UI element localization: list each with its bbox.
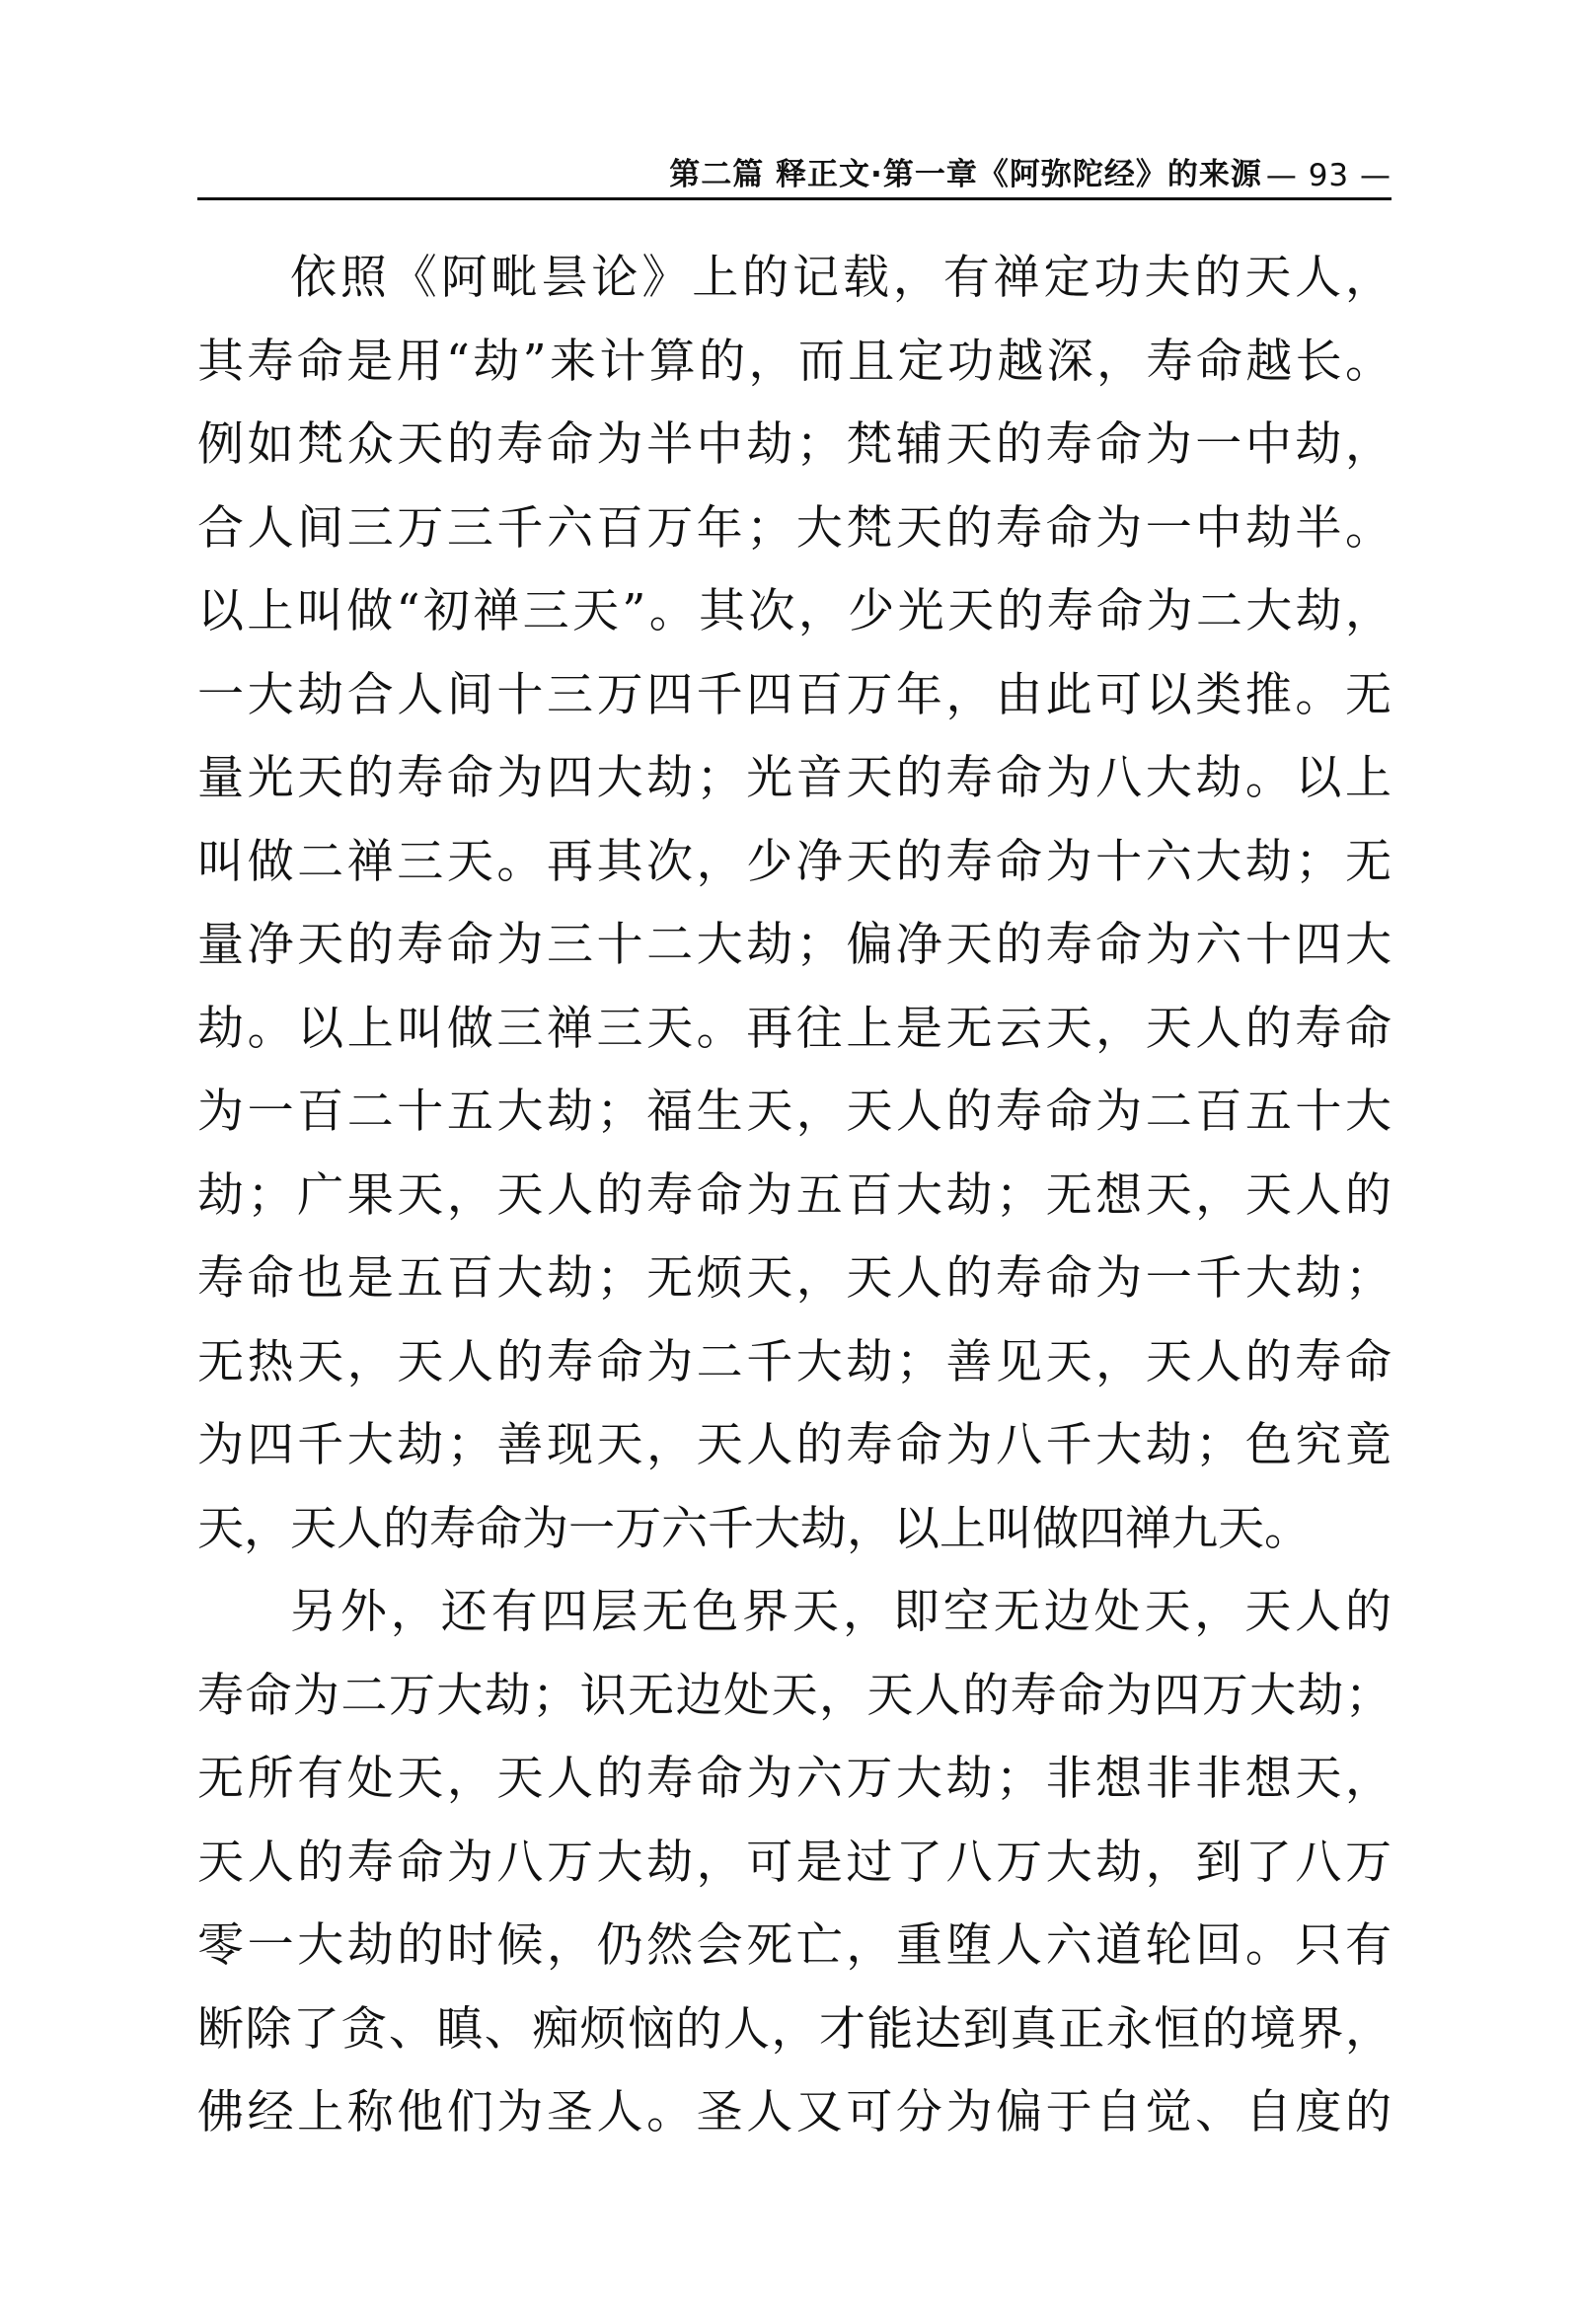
header-rule bbox=[197, 197, 1391, 200]
text-line: 天人的寿命为八万大劫，可是过了八万大劫，到了八万 bbox=[197, 1835, 1391, 1890]
text-line: 为一百二十五大劫；福生天，天人的寿命为二百五十大 bbox=[197, 1085, 1391, 1139]
paragraph-2 bbox=[197, 1571, 1391, 2155]
text-line: 寿命也是五百大劫；无烦天，天人的寿命为一千大劫； bbox=[197, 1251, 1391, 1306]
text-line: 天，天人的寿命为一万六千大劫，以上叫做四禅九天。 bbox=[197, 1501, 1311, 1556]
text-line: 合人间三万三千六百万年；大梵天的寿命为一中劫半。 bbox=[197, 500, 1391, 556]
text-line: 劫。以上叫做三禅三天。再往上是无云天，天人的寿命 bbox=[197, 1001, 1391, 1056]
text-line: 无所有处天，天人的寿命为六万大劫；非想非非想天， bbox=[197, 1752, 1391, 1806]
text-line: 叫做二禅三天。再其次，少净天的寿命为十六大劫；无 bbox=[197, 834, 1391, 889]
text-line: 其寿命是用“劫”来计算的，而且定功越深，寿命越长。 bbox=[197, 334, 1391, 389]
text-line: 寿命为二万大劫；识无边处天，天人的寿命为四万大劫； bbox=[197, 1668, 1391, 1723]
text-line: 零一大劫的时候，仍然会死亡，重堕人六道轮回。只有 bbox=[197, 1918, 1391, 1973]
paragraph-1 bbox=[197, 237, 1391, 1571]
text-line: 一大劫合人间十三万四千四百万年，由此可以类推。无 bbox=[197, 667, 1391, 722]
text-line: 佛经上称他们为圣人。圣人又可分为偏于自觉、自度的 bbox=[197, 2085, 1391, 2139]
text-line: 例如梵众天的寿命为半中劫；梵辅天的寿命为一中劫， bbox=[197, 417, 1391, 472]
text-line: 无热天，天人的寿命为二千大劫；善见天，天人的寿命 bbox=[197, 1334, 1391, 1389]
text-line: 以上叫做“初禅三天”。其次，少光天的寿命为二大劫， bbox=[197, 584, 1391, 638]
text-line: 依照《阿毗昙论》上的记载，有禅定功夫的天人， bbox=[290, 251, 1391, 305]
body-text bbox=[197, 237, 1391, 2155]
header-title: 第二篇 释正文·第一章《阿弥陀经》的来源 bbox=[669, 157, 1262, 192]
text-line: 劫；广果天，天人的寿命为五百大劫；无想天，天人的 bbox=[197, 1167, 1391, 1223]
text-line: 为四千大劫；善现天，天人的寿命为八千大劫；色究竟 bbox=[197, 1418, 1391, 1472]
page-number: — 93 — bbox=[1265, 158, 1391, 193]
text-line: 量光天的寿命为四大劫；光音天的寿命为八大劫。以上 bbox=[197, 751, 1391, 805]
text-line: 断除了贪、瞋、痴烦恼的人，才能达到真正永恒的境界， bbox=[197, 2001, 1391, 2057]
text-line: 另外，还有四层无色界天，即空无边处天，天人的 bbox=[290, 1585, 1391, 1639]
text-line: 量净天的寿命为三十二大劫；偏净天的寿命为六十四大 bbox=[197, 918, 1391, 972]
running-header bbox=[197, 144, 1391, 193]
